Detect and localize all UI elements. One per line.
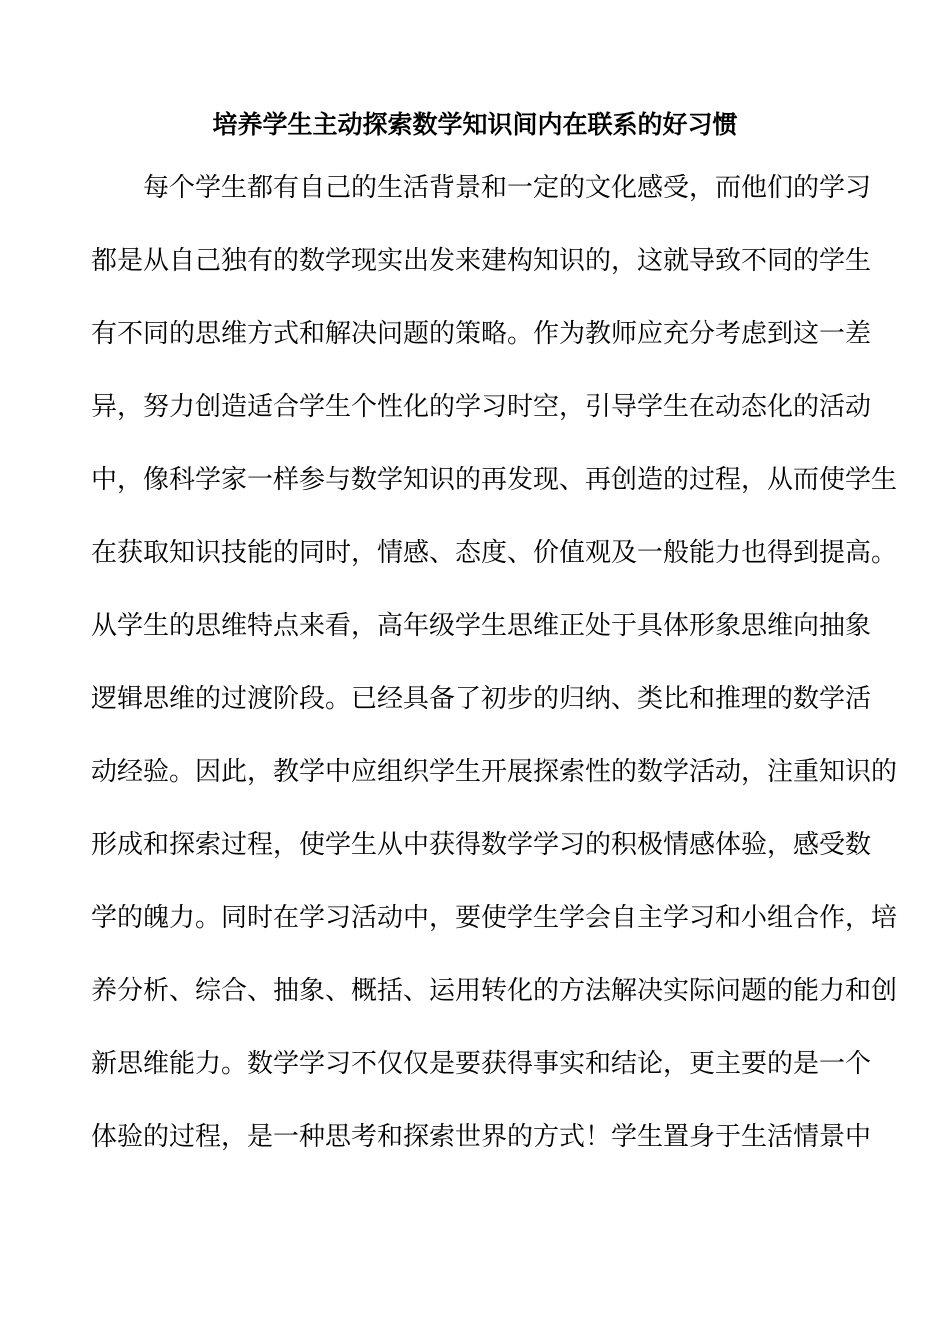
body-line: 新思维能力。数学学习不仅仅是要获得事实和结论，更主要的是一个 — [91, 1049, 872, 1079]
document-title: 培养学生主动探索数学知识间内在联系的好习惯 — [212, 110, 738, 139]
body-line: 中，像科学家一样参与数学知识的再发现、再创造的过程，从而使学生 — [91, 465, 898, 495]
body-line: 每个学生都有自己的生活背景和一定的文化感受，而他们的学习 — [143, 173, 872, 203]
body-line: 有不同的思维方式和解决问题的策略。作为教师应充分考虑到这一差 — [91, 319, 872, 349]
body-line: 学的魄力。同时在学习活动中，要使学生学会自主学习和小组合作，培 — [91, 903, 898, 933]
body-line: 异，努力创造适合学生个性化的学习时空，引导学生在动态化的活动 — [91, 392, 872, 422]
body-line: 都是从自己独有的数学现实出发来建构知识的，这就导致不同的学生 — [91, 246, 872, 276]
body-line: 逻辑思维的过渡阶段。已经具备了初步的归纳、类比和推理的数学活 — [91, 684, 872, 714]
body-line: 动经验。因此，教学中应组织学生开展探索性的数学活动，注重知识的 — [91, 757, 898, 787]
body-line: 在获取知识技能的同时，情感、态度、价值观及一般能力也得到提高。 — [91, 538, 898, 568]
document-body — [91, 169, 898, 1191]
body-line: 体验的过程，是一种思考和探索世界的方式！学生置身于生活情景中 — [91, 1122, 872, 1152]
body-line: 形成和探索过程，使学生从中获得数学学习的积极情感体验，感受数 — [91, 830, 872, 860]
body-line: 从学生的思维特点来看，高年级学生思维正处于具体形象思维向抽象 — [91, 611, 872, 641]
body-line: 养分析、综合、抽象、概括、运用转化的方法解决实际问题的能力和创 — [91, 976, 898, 1006]
